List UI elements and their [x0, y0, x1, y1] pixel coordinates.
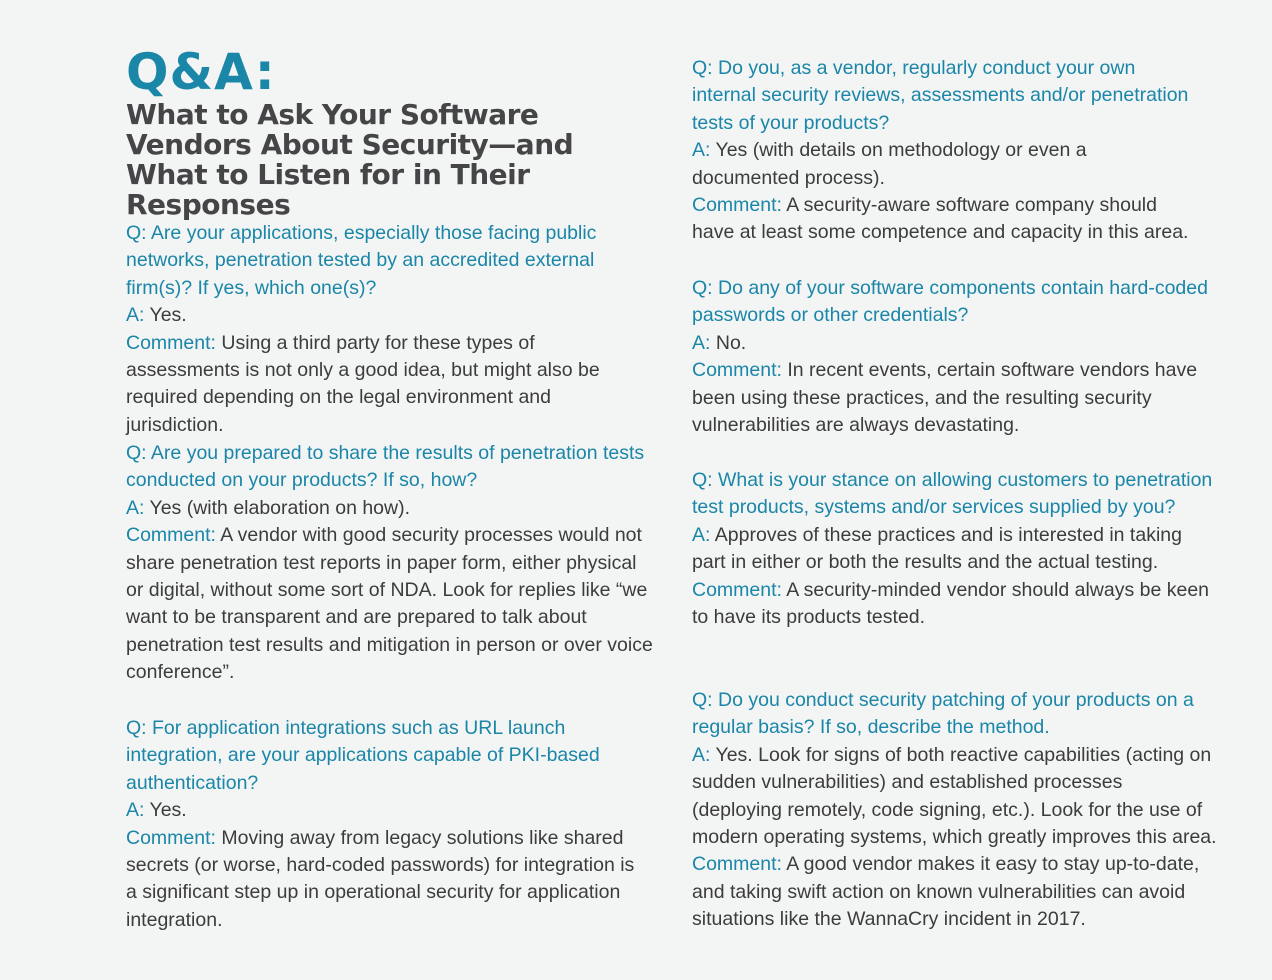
comment-text: A security-minded vendor should always be keen to have its products tested. — [692, 578, 1210, 629]
qa-item: Q: What is your stance on allowing customers to penetration test products, systems and/or services supplied by you? A: Approves of these practices and is interested in taking part in either or both the results and the actual testing. Comment: A security-minded vendor should always be keen to have its products tested. — [692, 467, 1217, 631]
question-text: Q: What is your stance on allowing customers to penetration test products, systems and/or services supplied by you? — [692, 469, 1213, 519]
answer-text: Yes. Look for signs of both reactive capabilities (acting on sudden vulnerabilities) and established processes (deploying remotely, code signing, etc.). Look for the use of modern operating systems, which greatly improves this area. — [692, 743, 1217, 849]
comment-text: Using a third party for these types of assessments is not only a good idea, but might also be required depending on the legal environment and jurisdiction. — [126, 331, 600, 436]
qa-item: Q: Do any of your software components contain hard-coded passwords or other credentials? A: No. Comment: In recent events, certain software vendors have been using these practices, and the resulting security vulnerabilities are always devastating. — [692, 275, 1217, 439]
question-text: Q: Are you prepared to share the results of penetration tests conducted on your products? If so, how? — [126, 442, 645, 492]
answer-label: A — [692, 743, 706, 766]
answer-label: A — [692, 139, 706, 162]
answer-label: A — [126, 799, 140, 822]
comment-label: Comment — [692, 578, 777, 601]
comment-label: Comment — [126, 331, 211, 354]
qa-item: Q: Are you prepared to share the results of penetration tests conducted on your products? If so, how? A: Yes (with elaboration on how). Comment: A vendor with good security processes would not share penetration test reports in paper form, either physical or digital, without some sort of NDA. Look for replies like “we want to be transparent and are prepared to talk about penetration test results and mitigation in person or over voice conference”. — [126, 440, 656, 687]
question-text: Q: Do any of your software components contain hard-coded passwords or other credentials? — [692, 277, 1208, 327]
comment-label: Comment — [126, 826, 211, 849]
page-title: Q&A: — [126, 43, 276, 101]
answer-text: Yes. — [149, 799, 187, 822]
comment-label: Comment — [692, 359, 777, 382]
answer-label: A — [126, 496, 140, 519]
answer-text: Yes. — [149, 304, 187, 327]
comment-label: Comment — [692, 853, 777, 876]
comment-label: Comment — [692, 194, 777, 217]
qa-item: Q: Do you conduct security patching of your products on a regular basis? If so, describe the method. A: Yes. Look for signs of both reactive capabilities (acting on sudden vulnerabilities) and established processes (deploying remotely, code signing, etc.). Look for the use of modern operating systems, which greatly improves this area. Comment: A good vendor makes it easy to stay up-to-date, and taking swift action on known vulnerabilities can avoid situations like the WannaCry incident in 2017. — [692, 689, 1217, 931]
question-text: Q: Are your applications, especially those facing public networks, penetration tested by an accredited external firm(s)? If yes, which one(s)? — [126, 222, 597, 299]
page-subtitle: What to Ask Your Software Vendors About Security—and What to Listen for in Their Responses — [126, 98, 574, 221]
answer-label: A — [692, 523, 706, 546]
comment-text: A good vendor makes it easy to stay up-to-date, and taking swift action on known vulnerabilities can avoid situations like the WannaCry incident in 2017. — [692, 853, 1200, 931]
comment-text: Moving away from legacy solutions like shared secrets (or worse, hard-coded passwords) for integration is a significant step up in operational security for application integration. — [126, 826, 635, 931]
qa-item: Q: Are your applications, especially those facing public networks, penetration tested by an accredited external firm(s)? If yes, which one(s)? A: Yes. Comment: Using a third party for these types of assessments is not only a good idea, but might also be required depending on the legal environment and jurisdiction. — [126, 220, 646, 439]
answer-text: Yes (with elaboration on how). — [149, 496, 411, 519]
qa-item: Q: For application integrations such as URL launch integration, are your applications capable of PKI-based authentication? A: Yes. Comment: Moving away from legacy solutions like shared secrets (or worse, hard-coded passwords) for integration is a significant step up in operational security for application integration. — [126, 715, 638, 934]
qa-item: Q: Do you, as a vendor, regularly conduct your own internal security reviews, assessments and/or penetration tests of your products? A: Yes (with details on methodology or even a documented process). Comment: A security-aware software company should have at least some competence and capacity in this area. — [692, 55, 1192, 247]
answer-text: Approves of these practices and is interested in taking part in either or both the results and the actual testing. — [692, 523, 1182, 574]
comment-text: A security-aware software company should have at least some competence and capacity in this area. — [692, 194, 1189, 244]
question-text: Q: For application integrations such as URL launch integration, are your applications capable of PKI-based authentication? — [126, 717, 600, 794]
comment-text: A vendor with good security processes would not share penetration test reports in paper form, either physical or digital, without some sort of NDA. Look for replies like “we want to be transparent and are prepared to talk about penetration test results and mitigation in person or over voice conference”. — [126, 524, 653, 684]
question-text: Q: Do you, as a vendor, regularly conduct your own internal security reviews, assessments and/or penetration tests of your products? — [692, 57, 1189, 134]
answer-text: No. — [715, 331, 747, 354]
comment-label: Comment — [126, 524, 211, 547]
answer-label: A — [692, 331, 706, 354]
question-text: Q: Do you conduct security patching of your products on a regular basis? If so, describe the method. — [692, 689, 1194, 739]
answer-text: Yes (with details on methodology or even a documented process). — [692, 139, 1087, 189]
comment-text: In recent events, certain software vendors have been using these practices, and the resulting security vulnerabilities are always devastating. — [692, 359, 1198, 437]
answer-label: A — [126, 304, 140, 327]
